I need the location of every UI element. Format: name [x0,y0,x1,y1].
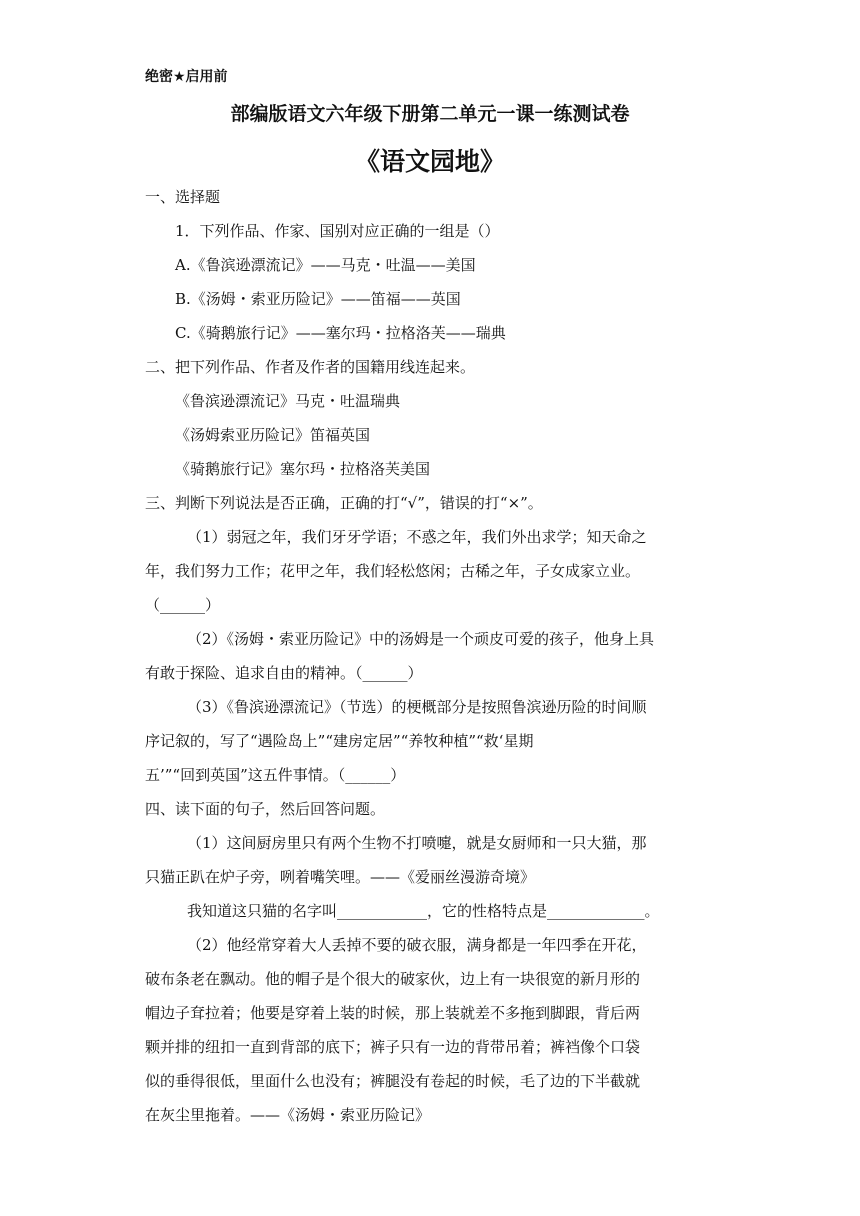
section1-heading: 一、选择题 [145,188,221,206]
passage-2-line-6: 在灰尘里拖着。——《汤姆・索亚历险记》 [145,1106,431,1124]
option-b: B.《汤姆・索亚历险记》——笛福——英国 [175,290,461,308]
section2-heading: 二、把下列作品、作者及作者的国籍用线连起来。 [145,358,476,376]
passage-2-line-1: （2）他经常穿着大人丢掉不要的破衣服，满身都是一年四季在开花， [187,936,647,954]
section4-heading: 四、读下面的句子，然后回答问题。 [145,800,386,818]
passage-1-line-2: 只猫正趴在炉子旁，咧着嘴笑哩。——《爱丽丝漫游奇境》 [145,868,536,886]
page-subtitle: 《语文园地》 [354,147,505,176]
option-a: A.《鲁滨逊漂流记》——马克・吐温——美国 [175,256,476,274]
page-title: 部编版语文六年级下册第二单元一课一练测试卷 [230,103,630,125]
option-c: C.《骑鹅旅行记》——塞尔玛・拉格洛芙——瑞典 [175,324,506,342]
passage-2-line-5: 似的垂得很低，里面什么也没有；裤腿没有卷起的时候，毛了边的下半截就 [145,1072,641,1090]
passage-1-line-1: （1）这间厨房里只有两个生物不打喷嚏，就是女厨师和一只大猫，那 [187,834,647,852]
judge-1-line-2: 年，我们努力工作；花甲之年，我们轻松悠闲；古稀之年，子女成家立业。 [145,562,641,580]
judge-1-line-1: （1）弱冠之年，我们牙牙学语；不惑之年，我们外出求学；知天命之 [187,528,647,546]
match-row-1: 《鲁滨逊漂流记》马克・吐温瑞典 [175,392,401,410]
match-row-3: 《骑鹅旅行记》塞尔玛・拉格洛芙美国 [175,460,431,478]
secret-mark: 绝密★启用前 [145,69,228,85]
judge-2-line-1: （2）《汤姆・索亚历险记》中的汤姆是一个顽皮可爱的孩子，他身上具 [187,630,655,648]
section3-heading: 三、判断下列说法是否正确，正确的打“√”，错误的打“×”。 [145,494,543,512]
passage-1-question: 我知道这只猫的名字叫____________，它的性格特点是_____________。 [187,902,660,920]
exam-body [145,180,725,1132]
question-1: 1．下列作品、作家、国别对应正确的一组是（） [175,222,500,240]
judge-3-line-1: （3）《鲁滨逊漂流记》（节选）的梗概部分是按照鲁滨逊历险的时间顺 [187,698,647,716]
match-row-2: 《汤姆索亚历险记》笛福英国 [175,426,371,444]
passage-2-line-4: 颗并排的纽扣一直到背部的底下；裤子只有一边的背带吊着；裤裆像个口袋 [145,1038,641,1056]
judge-3-line-2: 序记叙的，写了“遇险岛上”“建房定居”“养牧种植”“救‘星期 [145,732,534,750]
judge-3-line-3: 五’”“回到英国”这五件事情。（______） [145,766,406,784]
judge-1-line-3: （______） [145,596,221,614]
judge-2-line-2: 有敢于探险、追求自由的精神。（______） [145,664,423,682]
passage-2-line-2: 破布条老在飘动。他的帽子是个很大的破家伙，边上有一块很宽的新月形的 [145,970,641,988]
passage-2-line-3: 帽边子耷拉着；他要是穿着上装的时候，那上装就差不多拖到脚跟，背后两 [145,1004,641,1022]
